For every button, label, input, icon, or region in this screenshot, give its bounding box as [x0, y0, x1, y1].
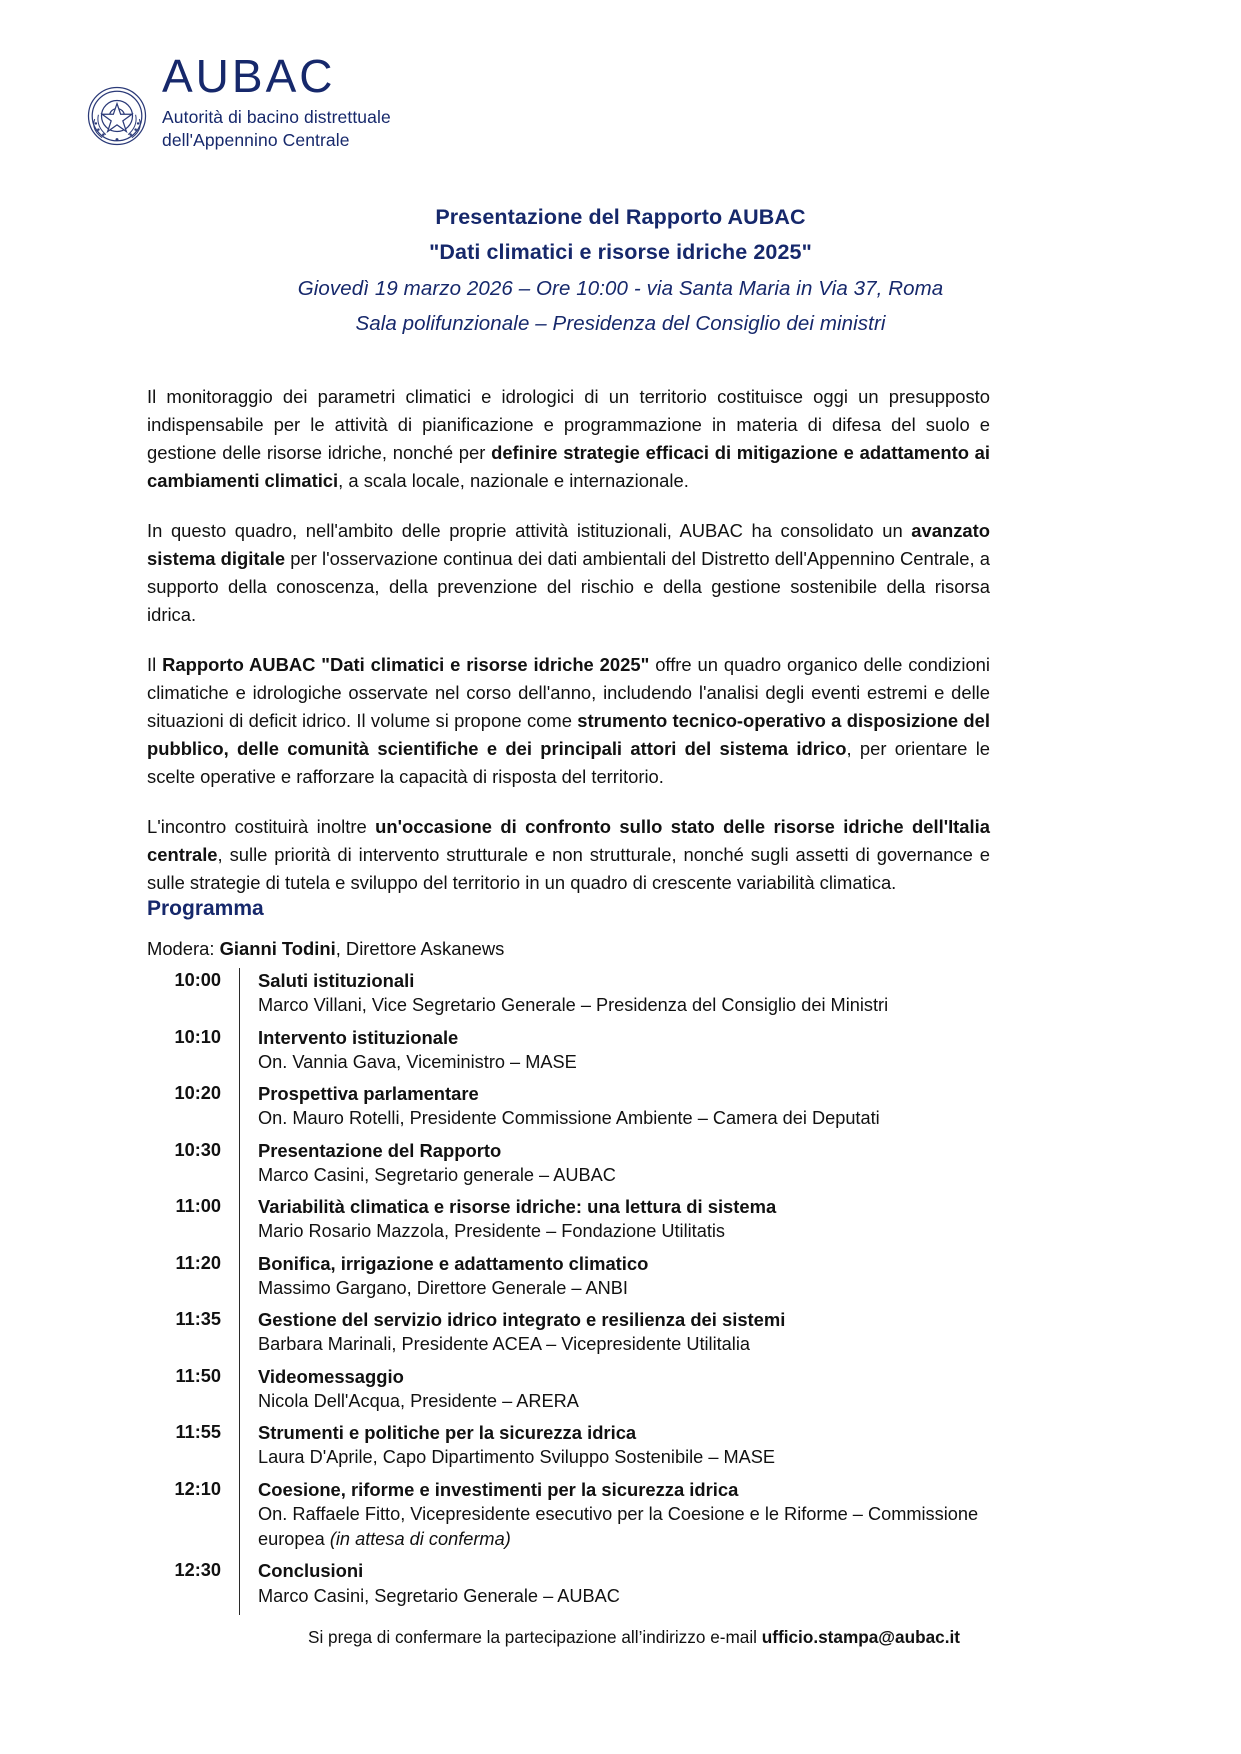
- schedule-time: 10:20: [174, 1083, 221, 1103]
- schedule-entry-speaker-text: Barbara Marinali, Presidente ACEA – Vicepresidente Utilitalia: [258, 1334, 750, 1355]
- schedule-entry: [239, 1477, 1047, 1559]
- schedule-row: [147, 1194, 1047, 1251]
- paragraph-4-bold: un'occasione di confronto sullo stato delle risorse idriche dell'Italia centrale: [147, 815, 990, 865]
- schedule-time: 11:20: [175, 1252, 221, 1273]
- schedule-entry-speaker: [258, 1163, 1047, 1194]
- schedule-entry-title: Videomessaggio: [258, 1365, 404, 1387]
- schedule-row: [147, 968, 1047, 1025]
- schedule-entry: [239, 1420, 1047, 1477]
- paragraph-1-bold: definire strategie efficaci di mitigazione e adattamento ai cambiamenti climatici: [147, 441, 990, 491]
- schedule-entry-speaker-text: Massimo Gargano, Direttore Generale – ANBI: [258, 1277, 628, 1298]
- schedule-entry-speaker-text: Nicola Dell'Acqua, Presidente – ARERA: [258, 1390, 579, 1411]
- schedule-entry-title: Variabilità climatica e risorse idriche: una lettura di sistema: [258, 1196, 777, 1217]
- paragraph-2-part-a: In questo quadro, nell'ambito delle proprie attività istituzionali, AUBAC ha consolidato un: [147, 519, 912, 541]
- schedule-entry-speaker: [258, 1332, 1047, 1363]
- paragraph-4-part-c: , sulle priorità di intervento strutturale e non strutturale, nonché sugli assetti di governance e sulle strategie di tutela e sviluppo del territorio in un quadro di crescente variabilità climatica.: [147, 843, 990, 893]
- schedule-entry: [239, 1025, 1047, 1082]
- schedule-entry: [239, 1558, 1047, 1615]
- schedule-list: [147, 968, 1047, 1615]
- italian-republic-emblem-icon: [86, 85, 148, 147]
- paragraph-4: [147, 813, 990, 897]
- paragraph-3-part-a: Il: [147, 653, 163, 675]
- schedule-time: 10:10: [174, 1026, 221, 1047]
- schedule-entry-title: Strumenti e politiche per la sicurezza idrica: [258, 1422, 637, 1443]
- schedule-entry-title: Bonifica, irrigazione e adattamento climatico: [258, 1252, 649, 1274]
- schedule-entry-speaker-text: On. Vannia Gava, Viceministro – MASE: [258, 1051, 577, 1072]
- paragraph-2: [147, 517, 990, 629]
- schedule-row: [147, 1138, 1047, 1195]
- schedule-entry-title: Presentazione del Rapporto: [258, 1139, 502, 1161]
- schedule-entry-speaker: [258, 1276, 1047, 1307]
- moderator-role: , Direttore Askanews: [335, 938, 505, 959]
- schedule-entry-speaker-text: On. Mauro Rotelli, Presidente Commissione Ambiente – Camera dei Deputati: [258, 1108, 880, 1129]
- schedule-entry: [239, 1307, 1047, 1364]
- schedule-time: 12:10: [174, 1478, 221, 1499]
- moderator-name: Gianni Todini: [219, 938, 336, 959]
- paragraph-3: [147, 651, 990, 791]
- body-text: [147, 383, 990, 919]
- schedule-time: 11:00: [175, 1196, 221, 1216]
- schedule-entry-title: Prospettiva parlamentare: [258, 1083, 479, 1104]
- schedule-entry-title: Intervento istituzionale: [258, 1026, 459, 1048]
- schedule-entry: [239, 1081, 1047, 1138]
- schedule-entry-title: Gestione del servizio idrico integrato e resilienza dei sistemi: [258, 1309, 786, 1330]
- schedule-time: 12:30: [174, 1560, 221, 1581]
- paragraph-1-part-a: Il monitoraggio dei parametri climatici e idrologici di un territorio costituisce oggi un presupposto indispensabile per le attività di pianificazione e programmazione in materia di difesa del suolo e gestione delle risorse idriche, nonché per: [147, 386, 990, 463]
- schedule-entry-speaker: [258, 1445, 1047, 1476]
- schedule-time: 11:35: [175, 1309, 221, 1329]
- page-title: Presentazione del Rapporto AUBAC: [435, 205, 806, 229]
- letterhead: [86, 52, 391, 151]
- schedule-row: [147, 1420, 1047, 1477]
- schedule-time: 11:55: [175, 1422, 221, 1442]
- schedule-entry-speaker: [258, 993, 1047, 1024]
- moderator-line: [147, 938, 504, 960]
- paragraph-2-part-c: per l'osservazione continua dei dati ambientali del Distretto dell'Appennino Centrale, a supporto della conoscenza, della prevenzione del rischio e della gestione sostenibile della risorsa idrica.: [147, 547, 991, 625]
- aubac-wordmark: AUBAC: [162, 50, 336, 102]
- brand-subtitle-line-1: Autorità di bacino distrettuale: [162, 107, 391, 128]
- schedule-row: [147, 1558, 1047, 1615]
- rsvp-text: Si prega di confermare la partecipazione all’indirizzo e-mail: [308, 1627, 762, 1647]
- schedule-row: [147, 1364, 1047, 1421]
- schedule-entry-speaker-text: Mario Rosario Mazzola, Presidente – Fondazione Utilitatis: [258, 1221, 726, 1242]
- rsvp-email: ufficio.stampa@aubac.it: [761, 1627, 960, 1647]
- schedule-entry-title: Saluti istituzionali: [258, 970, 415, 991]
- schedule-row: [147, 1477, 1047, 1559]
- moderator-label: Modera:: [147, 938, 220, 959]
- schedule-entry-speaker-text: Marco Villani, Vice Segretario Generale – Presidenza del Consiglio dei Ministri: [258, 995, 889, 1016]
- paragraph-3-part-e: , per orientare le scelte operative e rafforzare la capacità di risposta del territorio.: [147, 737, 991, 787]
- schedule-entry-speaker: [258, 1106, 1047, 1137]
- schedule-entry-speaker: [258, 1389, 1047, 1420]
- schedule-row: [147, 1251, 1047, 1308]
- schedule-entry: [239, 1138, 1047, 1195]
- paragraph-1: [147, 383, 990, 495]
- schedule-entry: [239, 1194, 1047, 1251]
- schedule-entry-speaker-text: Laura D'Aprile, Capo Dipartimento Sviluppo Sostenibile – MASE: [258, 1447, 776, 1468]
- schedule-entry-speaker-text: Marco Casini, Segretario Generale – AUBAC: [258, 1585, 620, 1606]
- schedule-row: [147, 1025, 1047, 1082]
- schedule-entry-speaker: [258, 1584, 1047, 1615]
- schedule-entry-speaker: [258, 1050, 1047, 1081]
- paragraph-3-bold-2: strumento tecnico-operativo a disposizione del pubblico, delle comunità scientifiche e dei principali attori del sistema idrico: [147, 709, 990, 759]
- schedule-entry-speaker-text: Marco Casini, Segretario generale – AUBAC: [258, 1164, 616, 1185]
- schedule-row: [147, 1081, 1047, 1138]
- schedule-time: 10:00: [174, 970, 221, 990]
- paragraph-3-part-c: offre un quadro organico delle condizioni climatiche e idrologiche osservate nel corso dell'anno, includendo l'analisi degli eventi estremi e delle situazioni di deficit idrico. Il volume si propone come: [147, 653, 990, 731]
- schedule-entry: [239, 1251, 1047, 1308]
- paragraph-4-part-a: L'incontro costituirà inoltre: [147, 815, 376, 837]
- page-subtitle: "Dati climatici e risorse idriche 2025": [429, 240, 812, 265]
- schedule-time: 11:50: [175, 1365, 221, 1386]
- schedule-entry-speaker-text: On. Raffaele Fitto, Vicepresidente esecutivo per la Coesione e le Riforme – Commissione europea: [258, 1503, 979, 1549]
- schedule-entry-speaker: [258, 1219, 1047, 1250]
- schedule-entry-speaker: [258, 1502, 1047, 1558]
- schedule-entry-title: Coesione, riforme e investimenti per la sicurezza idrica: [258, 1478, 739, 1500]
- schedule-entry-note: (in attesa di conferma): [329, 1529, 511, 1549]
- schedule-entry-title: Conclusioni: [258, 1560, 364, 1582]
- programma-heading: Programma: [147, 897, 264, 920]
- paragraph-3-bold-1: Rapporto AUBAC "Dati climatici e risorse idriche 2025": [162, 653, 650, 675]
- schedule-entry: [239, 968, 1047, 1025]
- title-block: [120, 200, 1121, 341]
- event-datetime-location: Giovedì 19 marzo 2026 – Ore 10:00 - via Santa Maria in Via 37, Roma: [297, 276, 944, 300]
- schedule-row: [147, 1307, 1047, 1364]
- event-venue: Sala polifunzionale – Presidenza del Consiglio dei ministri: [355, 312, 886, 336]
- brand-subtitle-line-2: dell'Appennino Centrale: [162, 129, 350, 150]
- brand-block: [162, 52, 391, 151]
- schedule-time: 10:30: [174, 1139, 221, 1160]
- brand-subtitle: [162, 106, 391, 151]
- paragraph-1-part-c: , a scala locale, nazionale e internazionale.: [338, 469, 689, 491]
- paragraph-2-bold: avanzato sistema digitale: [147, 519, 990, 569]
- rsvp-footer: [147, 1627, 1121, 1648]
- schedule-entry: [239, 1364, 1047, 1421]
